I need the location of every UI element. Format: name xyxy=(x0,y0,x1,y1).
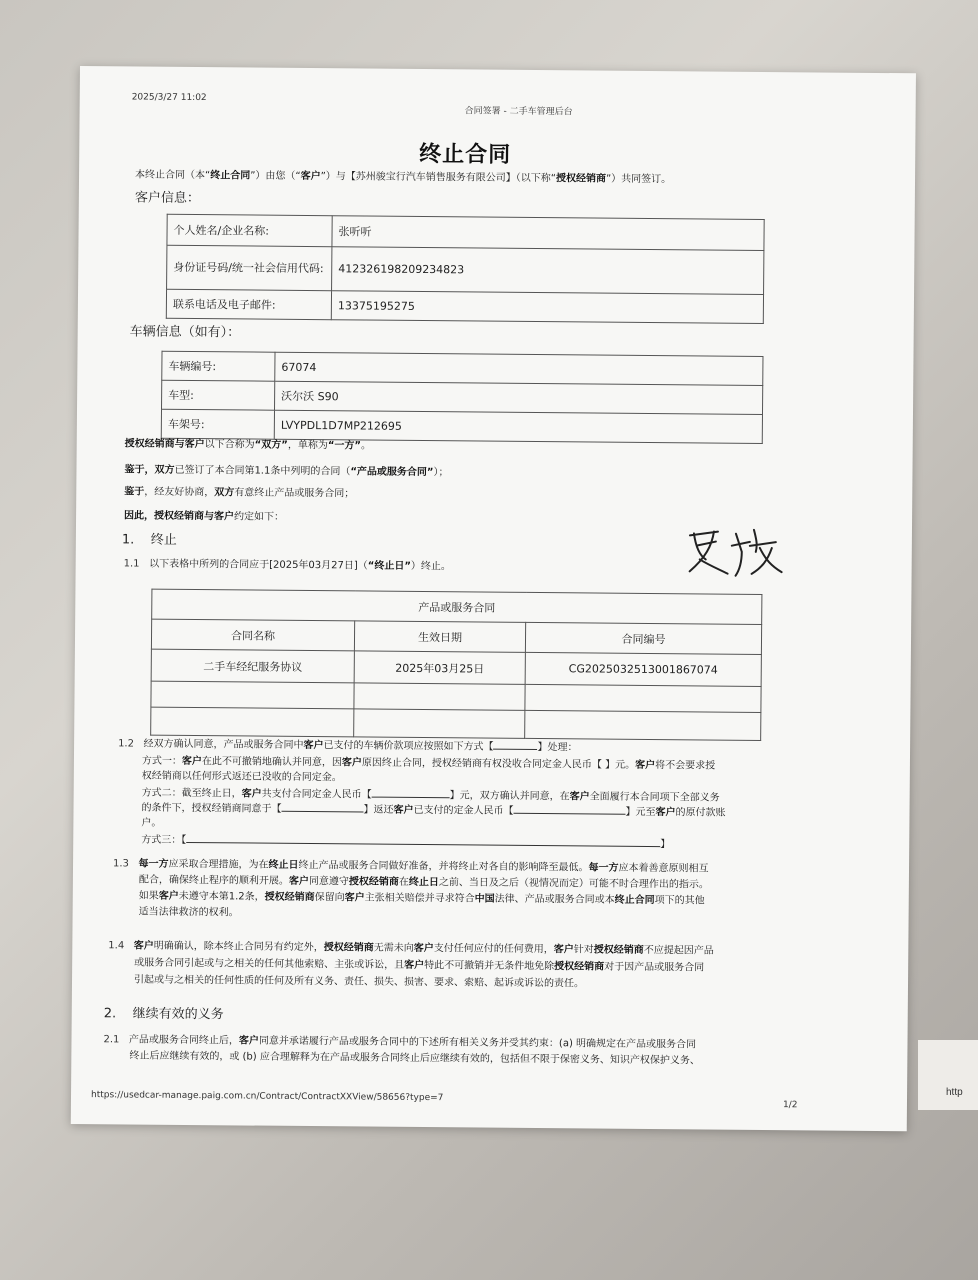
table-row xyxy=(167,245,764,294)
section-2-heading: 2. 继续有效的义务 xyxy=(103,1006,224,1023)
value-cell: LVYPDL1D7MP212695 xyxy=(274,410,762,443)
adjacent-page-url-fragment: http xyxy=(946,1087,963,1098)
recital-1: 鉴于，双方已签订了本合同第1.1条中列明的合同（“产品或服务合同”）； xyxy=(124,464,449,479)
clause-1-1: 1.1 以下表格中所列的合同应于[2025年03月27日]（“终止日”）终止。 xyxy=(123,558,452,573)
table-cell: 二手车经纪服务协议 xyxy=(151,649,354,683)
contract-table xyxy=(150,589,762,741)
intro-paragraph: 本终止合同（本“终止合同”）由您（“客户”）与【苏州骏宝行汽车销售服务有限公司】（以下称“授权经销商”）共同签订。 xyxy=(135,169,672,186)
value-cell: 沃尔沃 S90 xyxy=(275,381,763,414)
customer-info-table xyxy=(166,214,765,324)
print-site-title: 合同签署 - 二手车管理后台 xyxy=(464,106,573,118)
label-cell: 车辆编号: xyxy=(162,351,275,381)
column-header: 生效日期 xyxy=(354,621,525,652)
table-row xyxy=(166,289,763,323)
value-cell: 张听听 xyxy=(332,216,764,251)
label-cell: 车架号: xyxy=(161,409,274,439)
value-cell: 13375195275 xyxy=(331,291,763,324)
section-1-heading: 1. 终止 xyxy=(121,532,177,548)
clause-2-1-line-1: 2.1 产品或服务合同终止后，客户同意并承诺履行产品或服务合同中的下述所有相关义务并受其约束：(a) 明确规定在产品或服务合同 xyxy=(103,1034,697,1051)
clause-1-4-line-1: 1.4 客户明确确认，除本终止合同另有约定外，授权经销商无需未向客户支付任何应付的任何费用，客户针对授权经销商不应提起因产品 xyxy=(108,940,714,957)
vehicle-info-table xyxy=(161,351,764,444)
page-title: 终止合同 xyxy=(419,141,512,168)
clause-2-1-line-2: 终止后应继续有效的，或 (b) 应合理解释为在产品或服务合同终止后应继续有效的，包括但不限于保密义务、知识产权保护义务、 xyxy=(129,1050,700,1067)
column-header: 合同名称 xyxy=(151,619,354,651)
clause-1-2-intro: 1.2 经双方确认同意，产品或服务合同中客户已支付的车辆价款项应按照如下方式【 】处理： xyxy=(118,738,578,754)
table-row xyxy=(167,214,764,250)
table-row xyxy=(151,649,761,686)
footer-url: https://usedcar-manage.paig.com.cn/Contract/ContractXXView/58656?type=7 xyxy=(90,1090,444,1104)
label-cell: 身份证号码/统一社会信用代码: xyxy=(167,245,332,290)
recital-2: 鉴于，经友好协商，双方有意终止产品或服务合同； xyxy=(124,486,355,500)
handwritten-signature xyxy=(676,511,797,584)
table-row-empty xyxy=(151,707,761,740)
clause-1-4-line-2: 或服务合同引起或与之相关的任何其他索赔、主张或诉讼，且客户特此不可撤销并无条件地免除授权经销商对于因产品或服务合同 xyxy=(134,957,705,974)
recital-3: 因此，授权经销商与客户约定如下： xyxy=(124,510,285,523)
label-cell: 联系电话及电子邮件: xyxy=(166,289,331,319)
clause-1-4-line-3: 引起或与之相关的任何性质的任何及所有义务、责任、损失、损害、要求、索赔、起诉或诉讼的责任。 xyxy=(133,974,585,990)
value-cell: 67074 xyxy=(275,352,763,385)
column-header: 合同编号 xyxy=(525,622,761,654)
clause-1-2-option-1-line-2: 权经销商以任何形式返还已没收的合同定金。 xyxy=(141,770,342,784)
label-cell: 车型: xyxy=(162,380,275,410)
clause-1-2-option-2-line-3: 户。 xyxy=(141,817,162,829)
contract-page xyxy=(71,66,916,1131)
clause-1-3-line-3: 如果客户未遵守本第1.2条，授权经销商保留向客户主张相关赔偿并寻求符合中国法律、产品或服务合同或本终止合同项下的其他 xyxy=(138,890,705,907)
clause-1-3-line-2: 配合，确保终止程序的顺利开展。客户同意遵守授权经销商在终止日之前、当日及之后（视情况而定）可能不时合理作出的指示。 xyxy=(138,874,709,891)
clause-1-2-option-1-line-1: 方式一：客户在此不可撤销地确认并同意，因客户原因终止合同，授权经销商有权没收合同定金人民币【 】元。客户将不会要求授 xyxy=(141,755,716,772)
table-cell: CG2025032513001867074 xyxy=(525,652,761,686)
table-caption: 产品或服务合同 xyxy=(152,589,762,624)
clause-1-3-line-1: 1.3 每一方应采取合理措施，为在终止日终止产品或服务合同做好准备，并将终止对各自的影响降至最低。每一方应本着善意原则相互 xyxy=(112,858,709,875)
clause-1-2-option-2-line-1: 方式二：截至终止日，客户共支付合同定金人民币【 】元，双方确认并同意，在客户全面履行本合同项下全部义务 xyxy=(141,787,720,804)
label-cell: 个人姓名/企业名称: xyxy=(167,214,332,246)
clause-1-2-option-3: 方式三：【 】 xyxy=(141,834,671,851)
clause-1-2-option-2-line-2: 的条件下，授权经销商同意于【 】返还客户已支付的定金人民币【 】元至客户的原付款账 xyxy=(141,802,726,819)
footer-page-number: 1/2 xyxy=(782,1100,798,1111)
parties-definition: 授权经销商与客户以下合称为“双方”，单称为“一方”。 xyxy=(124,438,372,452)
vehicle-info-heading: 车辆信息（如有）： xyxy=(129,324,241,341)
customer-info-heading: 客户信息： xyxy=(134,190,200,207)
print-datetime: 2025/3/27 11:02 xyxy=(131,92,207,104)
table-cell: 2025年03月25日 xyxy=(354,651,525,684)
value-cell: 412326198209234823 xyxy=(332,247,764,295)
adjacent-page xyxy=(918,1040,978,1110)
clause-1-3-line-4: 适当法律救济的权利。 xyxy=(138,906,239,919)
